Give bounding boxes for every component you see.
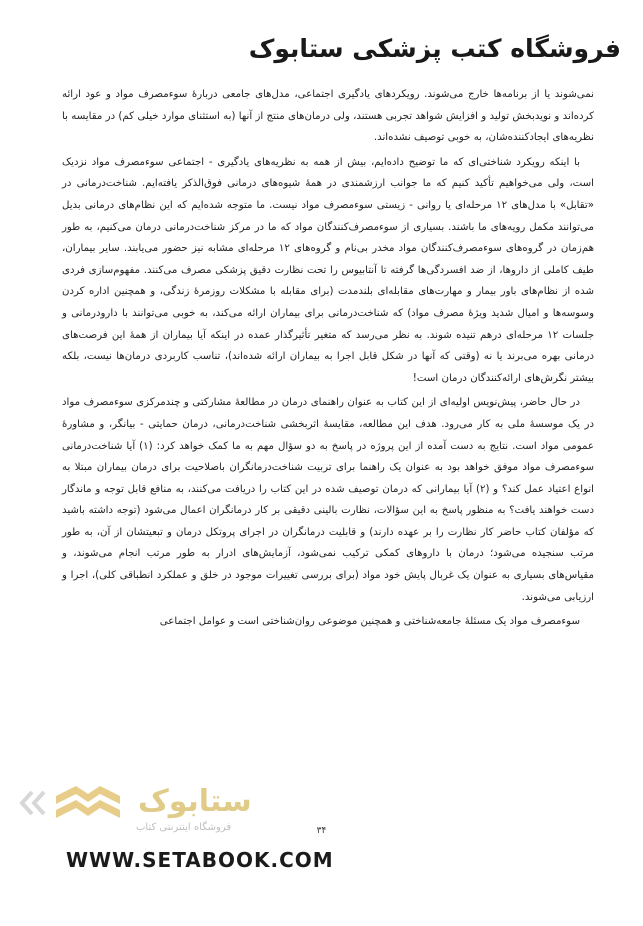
site-url: WWW.SETABOOK.COM <box>66 848 334 872</box>
watermark <box>18 782 268 852</box>
chevrons-icon <box>18 788 54 818</box>
watermark-subtitle: فروشگاه اینترنتی کتاب <box>136 822 232 833</box>
paragraph: سوءمصرف مواد یک مسئلهٔ جامعه‌شناختی و همچنین موضوعی روان‌شناختی است و عوامل اجتماعی <box>159 616 580 628</box>
book-logo-icon <box>52 782 124 832</box>
page-title: فروشگاه کتب پزشکی ستابوک <box>248 34 621 63</box>
body-text <box>62 84 594 636</box>
watermark-brand: ستابوک <box>138 784 252 819</box>
page-number: ۳۴ <box>316 826 327 836</box>
paragraph: نمی‌شوند یا از برنامه‌ها خارج می‌شوند. رویکردهای یادگیری اجتماعی، مدل‌های جامعی دربارهٔ سوءمصرف مواد و عود ارائه کرده‌اند و نویدبخش تولید و افزایش شواهد تجربی هستند، ولی درمان‌های منتج از آنها (به استثنای موارد خیلی کم) در مقایسه با نظریه‌های ایجادکننده‌شان، به خوبی توصیف نشده‌اند. <box>62 89 594 144</box>
paragraph: با اینکه رویکرد شناختی‌ای که ما توضیح داده‌ایم، بیش از همه به نظریه‌های یادگیری - اجتماعی سوءمصرف مواد نزدیک است، ولی می‌خواهیم تأکید کنیم که ما جوانب ارزشمندی در همهٔ شیوه‌های درمانی فوق‌الذکر یافته‌ایم. شناخت‌درمانی در «تقابل» با مدل‌های ۱۲ مرحله‌ای یا روانی - زیستی سوءمصرف مواد نیست. ما متوجه شده‌ایم که این نظام‌های درمانی بدیل می‌توانند مکمل رویه‌های ما باشند. بسیاری از سوءمصرف‌کنندگان مواد که ما در مرکز شناخت‌درمانی درمان می‌کنیم، به طور هم‌زمان در گروه‌های سوءمصرف‌کنندگان مواد مخدر بی‌نام و گروه‌های ۱۲ مرحله‌ای مشابه نیز حضور می‌یابند. سایر بیماران، طیف کاملی از داروها، از ضد افسردگی‌ها گرفته تا آنتابیوس را تحت نظارت دقیق پزشکی مصرف می‌کنند. مفهوم‌سازی فردی شده از نظام‌های باور بیمار و مهارت‌های مقابله‌ای بلندمدت (برای مقابله با مشکلات روزمرهٔ زندگی، و همچنین اداره کردن وسوسه‌ها و امیال شدید ویژهٔ مصرف مواد) که شناخت‌درمانی برای بیماران ارائه می‌کند، به خوبی می‌توانند با دارودرمانی و جلسات ۱۲ مرحله‌ای درهم تنیده شوند. به نظر می‌رسد که متغیر تأثیرگذار عمده در اینکه آیا بیماران از همهٔ این فرصت‌های درمانی بهره می‌برند یا نه (وقتی که آنها در شکل قابل اجرا به بیماران ارائه شده‌اند)، تناسب کاربردی درمان‌ها نیست، بلکه بیشتر نگرش‌های ارائه‌کنندگان درمان است! <box>62 156 594 384</box>
paragraph: در حال حاضر، پیش‌نویس اولیه‌ای از این کتاب به عنوان راهنمای درمان در مطالعهٔ مشارکتی و چندمرکزی سوءمصرف مواد در یک موسسهٔ ملی به کار می‌رود. هدف این مطالعه، مقایسهٔ اثربخشی شناخت‌درمانی، درمان حمایتی - بیانگر، و مشاورهٔ عمومی مواد است. نتایج به دست آمده از این پروژه در پاسخ به دو سؤال مهم به ما کمک خواهد کرد: (۱) آیا شناخت‌درمانی سوءمصرف مواد موفق خواهد بود به عنوان یک راهنما برای تربیت شناخت‌درمانگران باصلاحیت برای درمان بیماران مبتلا به انواع اعتیاد عمل کند؟ و (۲) آیا بیمارانی که درمان توصیف شده در این کتاب را دریافت می‌کنند، به منافع قابل توجه و ماندگار دست خواهند یافت؟ به منظور پاسخ به این سؤالات، نظارت بالینی دقیقی بر کار درمانگران اعمال می‌شود (توجه داشته باشید که مؤلفان کتاب حاضر کار نظارت را بر عهده دارند) و قابلیت درمانگران در اجرای پروتکل درمان و تبعیتشان از آن، به طور مرتب سنجیده می‌شود؛ درمان با داروهای کمکی ترکیب نمی‌شود، آزمایش‌های ادرار به طور مرتب انجام می‌شوند، و مقیاس‌های بسیاری به عنوان یک غربال پایش خود مواد (برای بررسی تغییرات موجود در خلق و عملکرد انطباقی کلی)، اجرا و ارزیابی می‌شوند. <box>62 397 595 603</box>
